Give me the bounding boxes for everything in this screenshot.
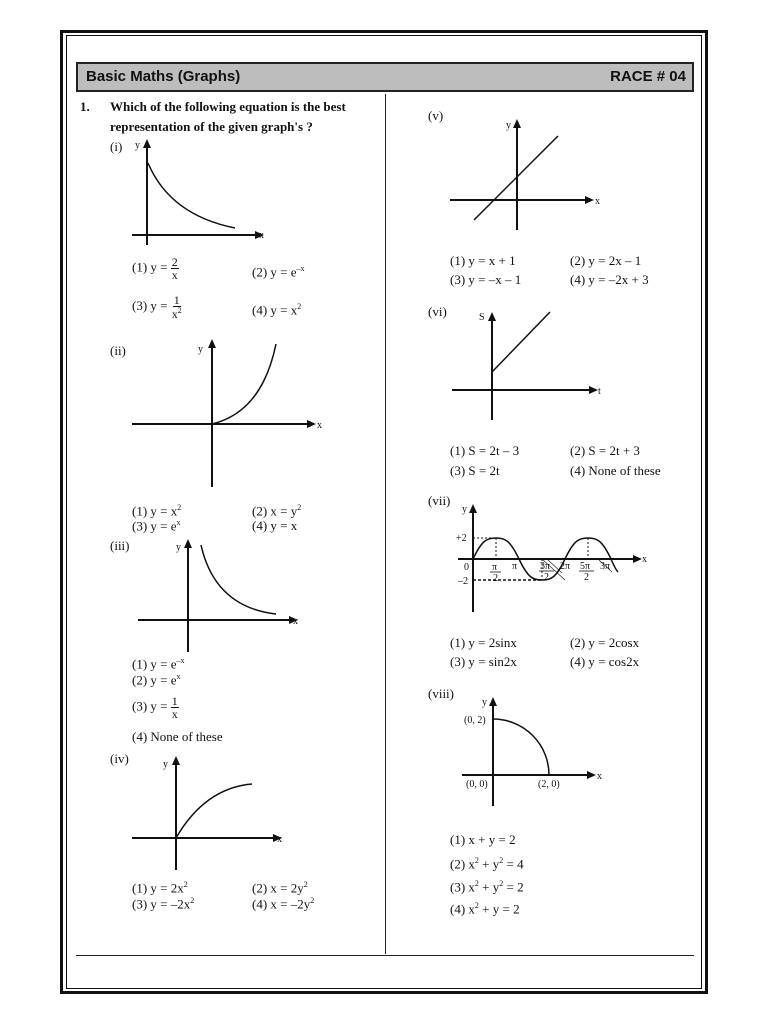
- part-vii-label: (vii): [428, 493, 451, 508]
- part-v-option-4-text: (4) y = –2x + 3: [570, 272, 649, 287]
- part-viii-option-2-text: + y: [478, 856, 500, 872]
- part-ii-option-3-text: (3) y = e: [132, 518, 177, 534]
- question-text-line2: representation of the given graph's ?: [110, 119, 313, 134]
- part-iii-option-4-text: (4) None of these: [132, 729, 223, 744]
- exponent: 2: [474, 901, 479, 910]
- graph-v-x-label: x: [595, 196, 600, 207]
- denominator-base: x: [171, 307, 178, 321]
- graph-vii-y-label: y: [462, 504, 467, 515]
- graph-vii-tick-minus2: –2: [458, 576, 468, 587]
- part-iii-option-2-text: (2) y = e: [132, 672, 177, 688]
- graph-v-y-label: y: [506, 120, 511, 131]
- exponent: 2: [499, 856, 504, 865]
- part-vi-option-4-text: (4) None of these: [570, 463, 661, 478]
- part-v-option-2-text: (2) y = 2x – 1: [570, 253, 642, 268]
- part-i-label: (i): [110, 139, 123, 154]
- graph-vi-s-label: S: [479, 312, 485, 323]
- race-number: RACE # 04: [610, 68, 686, 85]
- exponent: 2: [183, 880, 188, 889]
- graph-viii-x-arrow: [587, 771, 596, 779]
- part-vii-option-2-text: (2) y = 2cosx: [570, 635, 640, 650]
- graph-vii-tick-3pi: 3π: [600, 561, 611, 572]
- graph-vii-tick-pi-over-2-num: π: [492, 562, 498, 573]
- graph-vi-t-label: t: [598, 386, 601, 397]
- part-vii-option-4-text: (4) y = cos2x: [570, 654, 640, 669]
- graph-vii-tick-3pi-over-2-num: 3π: [540, 561, 551, 572]
- graph-iii-x-label: x: [293, 616, 298, 627]
- part-iv-label: (iv): [110, 751, 129, 766]
- graph-vii-tick-5pi-over-2-num: 5π: [580, 561, 591, 572]
- part-i-option-2-text: (2) y = e: [252, 264, 297, 280]
- exponent: 2: [474, 879, 479, 888]
- exponent: 2: [303, 880, 308, 889]
- part-viii-option-3-text: (3) x: [450, 879, 475, 895]
- part-ii-label: (ii): [110, 343, 126, 358]
- exponent: x: [176, 518, 181, 527]
- exponent: 2: [177, 306, 182, 315]
- part-vi-option-2-text: (2) S = 2t + 3: [570, 443, 640, 458]
- fraction-denominator: x: [171, 268, 178, 282]
- exponent: 2: [190, 896, 195, 905]
- graph-iv-x-label: x: [277, 834, 282, 845]
- graph-i-x-label: x: [259, 230, 264, 241]
- exponent: 2: [474, 856, 479, 865]
- part-vi-option-3-text: (3) S = 2t: [450, 463, 500, 478]
- graph-viii-point-0-0: (0, 0): [466, 779, 488, 790]
- graph-viii-point-0-2: (0, 2): [464, 715, 486, 726]
- graph-viii-y-label: y: [482, 697, 487, 708]
- part-ii-option-1-text: (1) y = x: [132, 503, 178, 519]
- graph-vii-tick-5pi-over-2-den: 2: [584, 572, 589, 583]
- fraction-numerator: 2: [171, 255, 178, 269]
- graph-viii-y-arrow: [489, 697, 497, 706]
- exponent: –x: [176, 656, 185, 665]
- part-v-option-1-text: (1) y = x + 1: [450, 253, 516, 268]
- graph-vii-tick-pi-over-2-den: 2: [493, 573, 498, 584]
- part-vii-option-1-text: (1) y = 2sinx: [450, 635, 517, 650]
- exponent: 2: [310, 896, 315, 905]
- part-v-label: (v): [428, 108, 444, 123]
- graph-vii-tick-2pi: 2π: [560, 561, 571, 572]
- graph-iii-y-label: y: [176, 542, 181, 553]
- part-viii-option-3-text: = 2: [503, 879, 524, 895]
- graph-vii-tick-zero: 0: [464, 562, 469, 573]
- part-vii-option-3-text: (3) y = sin2x: [450, 654, 517, 669]
- graph-ii-x-label: x: [317, 420, 322, 431]
- part-i-option-4-text: (4) y = x: [252, 302, 298, 318]
- exponent: 2: [297, 302, 302, 311]
- graph-vii-tick-plus2: +2: [456, 533, 467, 544]
- fraction-numerator: 1: [171, 694, 178, 708]
- part-iv-option-3-text: (3) y = –2x: [132, 896, 191, 912]
- part-viii-option-3[interactable]: [450, 879, 524, 895]
- part-viii-option-4-text: + y = 2: [478, 901, 520, 917]
- part-viii-option-2[interactable]: [450, 856, 524, 872]
- part-viii-option-3-text: + y: [478, 879, 500, 895]
- fraction-denominator: x: [171, 707, 178, 721]
- graph-viii-point-2-0: (2, 0): [538, 779, 560, 790]
- exponent: 2: [297, 503, 302, 512]
- exponent: 2: [177, 503, 182, 512]
- part-iv-option-2-text: (2) x = 2y: [252, 880, 304, 896]
- part-i-option-3-text: (3) y =: [132, 297, 168, 313]
- graph-iv-y-label: y: [163, 759, 168, 770]
- graph-i-y-label: y: [135, 140, 140, 151]
- part-iv-option-1-text: (1) y = 2x: [132, 880, 184, 896]
- exponent: 2: [499, 879, 504, 888]
- question-text-line1: Which of the following equation is the best: [110, 99, 346, 114]
- part-iii-option-1-text: (1) y = e: [132, 656, 177, 672]
- part-viii-option-2-text: = 4: [503, 856, 524, 872]
- part-viii-option-1-text: (1) x + y = 2: [450, 832, 516, 847]
- part-ii-option-4-text: (4) y = x: [252, 518, 298, 533]
- question-number: 1.: [80, 99, 90, 114]
- exponent: –x: [296, 264, 305, 273]
- graph-vii-x-label: x: [642, 554, 647, 565]
- graph-vii-tick-pi: π: [512, 561, 518, 572]
- part-viii-option-4[interactable]: [450, 901, 520, 917]
- graph-viii-x-label: x: [597, 771, 602, 782]
- graph-vii-tick-3pi-over-2-den: 2: [544, 572, 549, 583]
- part-viii-label: (viii): [428, 686, 454, 701]
- part-vi-label: (vi): [428, 304, 447, 319]
- part-ii-option-2-text: (2) x = y: [252, 503, 298, 519]
- part-iv-option-4-text: (4) x = –2y: [252, 896, 311, 912]
- part-vi-option-1-text: (1) S = 2t – 3: [450, 443, 520, 458]
- graph-ii-y-label: y: [198, 344, 203, 355]
- part-iii-label: (iii): [110, 538, 130, 553]
- part-viii-option-4-text: (4) x: [450, 901, 475, 917]
- part-iii-option-3-text: (3) y =: [132, 698, 168, 714]
- part-v-option-3-text: (3) y = –x – 1: [450, 272, 522, 287]
- part-viii-option-2-text: (2) x: [450, 856, 475, 872]
- graph-viii-arc: [493, 719, 549, 775]
- part-i-option-1-text: (1) y =: [132, 259, 168, 275]
- page-title: Basic Maths (Graphs): [86, 68, 241, 85]
- exponent: x: [176, 672, 181, 681]
- fraction-numerator: 1: [173, 293, 180, 307]
- part-viii-option-1[interactable]: [450, 832, 516, 848]
